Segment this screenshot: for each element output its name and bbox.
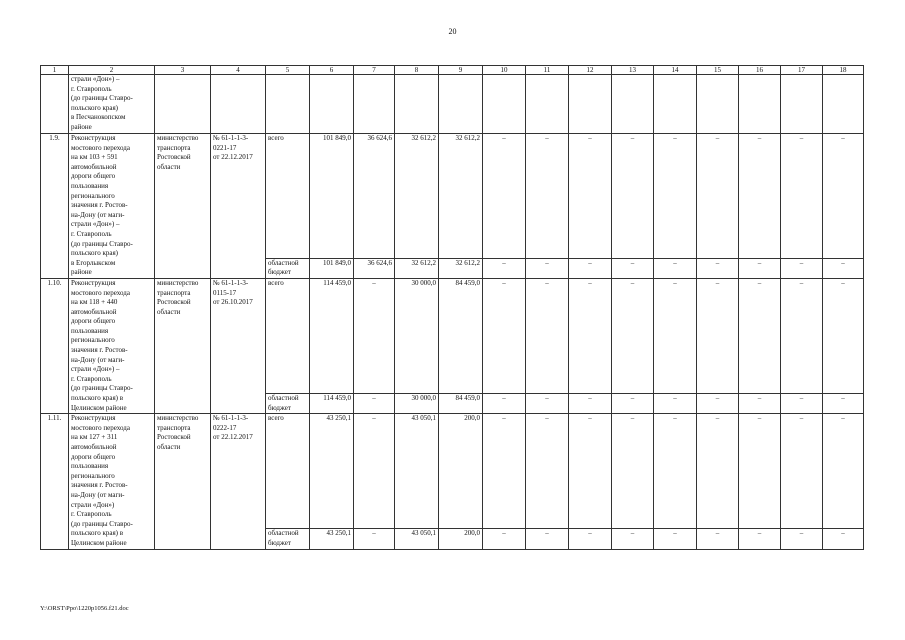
value-cell: – [654, 134, 697, 259]
value-cell: – [483, 134, 526, 259]
value-cell: 200,0 [439, 529, 483, 549]
funding-source: областной бюджет [266, 394, 310, 414]
value-cell: – [526, 134, 569, 259]
column-number: 5 [266, 66, 310, 75]
column-number: 13 [612, 66, 654, 75]
value-cell: – [569, 134, 612, 259]
responsible-agency: министерство транспорта Ростовской области [155, 414, 211, 549]
value-cell: – [483, 529, 526, 549]
value-cell: – [781, 258, 823, 278]
value-cell: – [781, 278, 823, 393]
value-cell: – [697, 394, 739, 414]
value-cell: 114 459,0 [310, 278, 354, 393]
financing-table [40, 65, 864, 550]
value-cell: – [654, 258, 697, 278]
column-number: 11 [526, 66, 569, 75]
responsible-agency: министерство транспорта Ростовской области [155, 134, 211, 279]
column-number: 6 [310, 66, 354, 75]
value-cell: – [569, 394, 612, 414]
value-cell: 101 849,0 [310, 258, 354, 278]
value-cell: – [697, 529, 739, 549]
column-number-row [41, 66, 864, 75]
column-number: 1 [41, 66, 69, 75]
value-cell: – [569, 278, 612, 393]
value-cell: – [781, 394, 823, 414]
continuation-row [41, 75, 864, 134]
value-cell: – [526, 414, 569, 529]
document-ref: № 61-1-1-3- 0115-17 от 26.10.2017 [211, 278, 266, 413]
value-cell: 200,0 [439, 414, 483, 529]
value-cell: – [697, 134, 739, 259]
value-cell: – [823, 134, 864, 259]
column-number: 8 [395, 66, 439, 75]
value-cell: 43 050,1 [395, 414, 439, 529]
value-cell: – [612, 529, 654, 549]
funding-source: областной бюджет [266, 258, 310, 278]
value-cell: – [526, 529, 569, 549]
value-cell: – [483, 278, 526, 393]
value-cell: 32 612,2 [439, 258, 483, 278]
project-row [41, 134, 864, 259]
column-number: 17 [781, 66, 823, 75]
value-cell: 32 612,2 [439, 134, 483, 259]
column-number: 4 [211, 66, 266, 75]
funding-source: всего [266, 134, 310, 259]
value-cell: – [823, 258, 864, 278]
value-cell: 84 459,0 [439, 278, 483, 393]
value-cell: 43 050,1 [395, 529, 439, 549]
value-cell: – [654, 394, 697, 414]
value-cell: – [697, 258, 739, 278]
project-row [41, 414, 864, 529]
row-number: 1.10. [41, 278, 69, 413]
page-number: 20 [448, 27, 457, 36]
value-cell: – [526, 394, 569, 414]
value-cell: – [483, 258, 526, 278]
value-cell: – [612, 414, 654, 529]
value-cell: 32 612,2 [395, 134, 439, 259]
column-number: 2 [69, 66, 155, 75]
value-cell: – [739, 258, 781, 278]
document-ref: № 61-1-1-3- 0221-17 от 22.12.2017 [211, 134, 266, 279]
value-cell: – [697, 278, 739, 393]
value-cell: 36 624,6 [354, 134, 395, 259]
value-cell: – [697, 414, 739, 529]
value-cell: – [739, 394, 781, 414]
responsible-agency: министерство транспорта Ростовской области [155, 278, 211, 413]
column-number: 9 [439, 66, 483, 75]
row-number: 1.9. [41, 134, 69, 279]
column-number: 3 [155, 66, 211, 75]
value-cell: – [823, 414, 864, 529]
column-number: 14 [654, 66, 697, 75]
value-cell: – [569, 529, 612, 549]
value-cell: – [781, 134, 823, 259]
value-cell: – [354, 394, 395, 414]
value-cell: – [483, 394, 526, 414]
value-cell: – [739, 278, 781, 393]
value-cell: – [823, 278, 864, 393]
value-cell: 30 000,0 [395, 394, 439, 414]
value-cell: 30 000,0 [395, 278, 439, 393]
funding-source: всего [266, 278, 310, 393]
value-cell: – [612, 278, 654, 393]
value-cell: – [569, 414, 612, 529]
value-cell: 114 459,0 [310, 394, 354, 414]
value-cell: – [612, 394, 654, 414]
object-name: Реконструкция мостового перехода на км 118 + 440 автомобильной дороги общего пользования регионального значения г. Ростов- на-Дону (от маги- страли «Дон») – г. Ставрополь (до границы Ставро- польского края) в Целинском районе [69, 278, 155, 413]
value-cell: – [654, 414, 697, 529]
object-name: Реконструкция мостового перехода на км 103 + 591 автомобильной дороги общего пользования регионального значения г. Ростов- на-Дону (от маги- страли «Дон») – г. Ставрополь (до границы Ставро- польского края) в Егорлыкском районе [69, 134, 155, 279]
value-cell: – [781, 414, 823, 529]
value-cell: – [354, 529, 395, 549]
value-cell: 84 459,0 [439, 394, 483, 414]
value-cell: – [823, 394, 864, 414]
value-cell: 32 612,2 [395, 258, 439, 278]
footer-file-path: Y:\ORST\Ppo\1220p1056.f21.doc [40, 605, 129, 612]
value-cell: 101 849,0 [310, 134, 354, 259]
object-name: Реконструкция мостового перехода на км 127 + 311 автомобильной дороги общего пользования регионального значения г. Ростов- на-Дону (от маги- страли «Дон») г. Ставрополь (до границы Ставро- польского края) в Целинском районе [69, 414, 155, 549]
value-cell: – [654, 278, 697, 393]
value-cell: – [354, 278, 395, 393]
column-number: 16 [739, 66, 781, 75]
value-cell: 36 624,6 [354, 258, 395, 278]
value-cell: – [526, 278, 569, 393]
funding-source: всего [266, 414, 310, 529]
value-cell: – [781, 529, 823, 549]
column-number: 12 [569, 66, 612, 75]
value-cell: – [739, 134, 781, 259]
value-cell: 43 250,1 [310, 529, 354, 549]
value-cell: – [569, 258, 612, 278]
value-cell: 43 250,1 [310, 414, 354, 529]
column-number: 10 [483, 66, 526, 75]
value-cell: – [612, 258, 654, 278]
value-cell: – [739, 529, 781, 549]
value-cell: – [654, 529, 697, 549]
value-cell: – [739, 414, 781, 529]
column-number: 15 [697, 66, 739, 75]
continued-object-name: страли «Дон») – г. Ставрополь (до границы Ставро- польского края) в Песчанокопском районе [69, 75, 155, 134]
column-number: 7 [354, 66, 395, 75]
document-ref: № 61-1-1-3- 0222-17 от 22.12.2017 [211, 414, 266, 549]
row-number: 1.11. [41, 414, 69, 549]
value-cell: – [612, 134, 654, 259]
value-cell: – [483, 414, 526, 529]
funding-source: областной бюджет [266, 529, 310, 549]
value-cell: – [526, 258, 569, 278]
project-row [41, 278, 864, 393]
column-number: 18 [823, 66, 864, 75]
value-cell: – [823, 529, 864, 549]
value-cell: – [354, 414, 395, 529]
